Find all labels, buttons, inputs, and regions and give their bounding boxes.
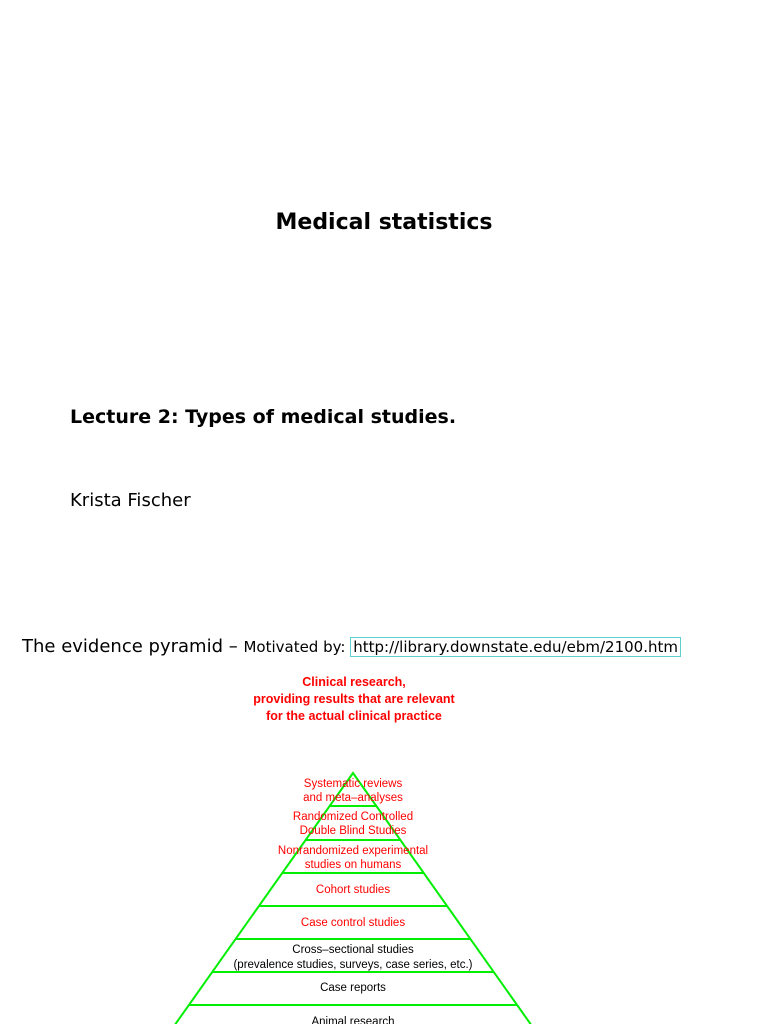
- pyramid-level-label: Randomized Controlled: [292, 811, 414, 823]
- slide-title: Medical statistics: [275, 210, 493, 235]
- lecture-title: Lecture 2: Types of medical studies.: [70, 406, 457, 428]
- pyramid-level-label: studies on humans: [304, 859, 402, 871]
- pyramid-level-label: Case control studies: [300, 917, 406, 929]
- evidence-pyramid-heading: The evidence pyramid: [22, 636, 223, 657]
- source-link[interactable]: http://library.downstate.edu/ebm/2100.htm: [350, 637, 681, 657]
- motivated-by-label: Motivated by:: [243, 638, 351, 656]
- pyramid-level-label: and meta–analyses: [303, 792, 403, 804]
- author-name: Krista Fischer: [70, 490, 191, 511]
- pyramid-level-label: Cross–sectional studies: [292, 944, 414, 956]
- pyramid-level-label: Animal research: [311, 1016, 395, 1024]
- pyramid-level-label: Cohort studies: [315, 884, 391, 896]
- pyramid-level-label: Case reports: [320, 982, 386, 994]
- pyramid-level-label: Systematic reviews: [303, 778, 403, 790]
- heading-dash: –: [223, 636, 244, 657]
- pyramid-level-label: Nonrandomized experimental: [277, 845, 429, 857]
- pyramid-level-label: (prevalence studies, surveys, case series, etc.): [233, 959, 473, 971]
- clinical-note-line: for the actual clinical practice: [266, 709, 442, 723]
- clinical-note-line: Clinical research,: [302, 675, 406, 689]
- clinical-note-line: providing results that are relevant: [253, 692, 455, 706]
- pyramid-level-label: Double Blind Studies: [299, 825, 407, 837]
- pyramid-labels: [233, 778, 472, 1024]
